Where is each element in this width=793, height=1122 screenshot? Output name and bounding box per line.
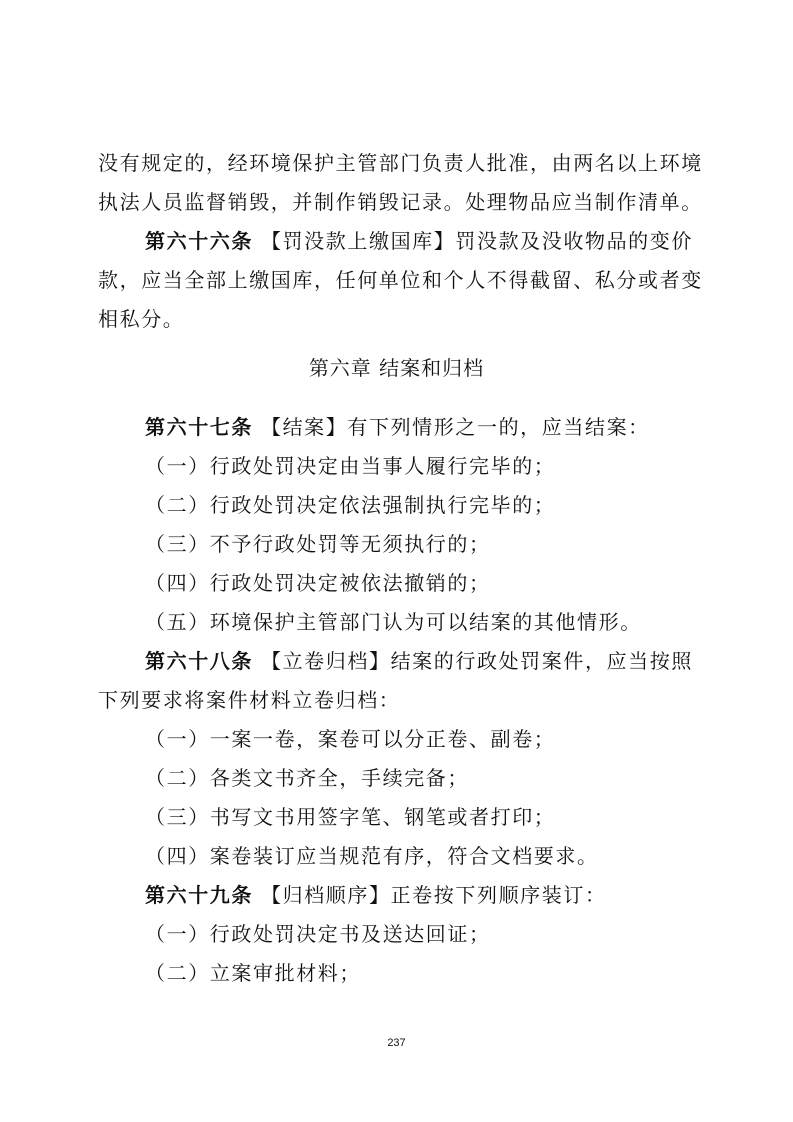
article-number: 第六十七条 — [145, 415, 253, 439]
article-69-line — [145, 882, 607, 908]
article-67-line — [145, 414, 650, 440]
article-number: 第六十九条 — [145, 883, 253, 907]
article-heading: 【立卷归档】 — [260, 649, 391, 673]
article-heading: 【罚没款上缴国库】 — [260, 229, 456, 253]
article-number: 第六十八条 — [145, 649, 253, 673]
article-heading: 【结案】 — [260, 415, 348, 439]
list-item: （一）一案一卷，案卷可以分正卷、副卷； — [145, 727, 556, 751]
paragraph-line: 执法人员监督销毁，并制作销毁记录。处理物品应当制作清单。 — [98, 190, 703, 214]
list-item: （三）不予行政处罚等无须执行的； — [145, 532, 491, 556]
article-text: 结案的行政处罚案件，应当按照 — [390, 649, 693, 673]
article-heading: 【归档顺序】 — [260, 883, 391, 907]
article-66-line — [145, 228, 693, 254]
list-item: （四）行政处罚决定被依法撤销的； — [145, 571, 491, 595]
list-item: （五）环境保护主管部门认为可以结案的其他情形。 — [145, 610, 642, 634]
list-item: （二）立案审批材料； — [145, 961, 361, 985]
list-item: （三）书写文书用签字笔、钢笔或者打印； — [145, 805, 556, 829]
article-text: 正卷按下列顺序装订： — [390, 883, 607, 907]
list-item: （一）行政处罚决定书及送达回证； — [145, 922, 491, 946]
paragraph-line: 没有规定的，经环境保护主管部门负责人批准，由两名以上环境 — [98, 151, 703, 175]
list-item: （一）行政处罚决定由当事人履行完毕的； — [145, 454, 556, 478]
list-item: （四）案卷装订应当规范有序，符合文档要求。 — [145, 844, 599, 868]
article-number: 第六十六条 — [145, 229, 253, 253]
paragraph-line: 相私分。 — [98, 307, 185, 331]
article-68-line — [145, 648, 693, 674]
article-text: 有下列情形之一的，应当结案： — [347, 415, 650, 439]
page-number: 237 — [387, 1037, 406, 1049]
list-item: （二）行政处罚决定依法强制执行完毕的； — [145, 493, 556, 517]
article-text: 罚没款及没收物品的变价 — [455, 229, 693, 253]
list-item: （二）各类文书齐全，手续完备； — [145, 766, 469, 790]
paragraph-line: 下列要求将案件材料立卷归档： — [98, 688, 401, 712]
paragraph-line: 款，应当全部上缴国库，任何单位和个人不得截留、私分或者变 — [98, 268, 703, 292]
chapter-title: 第六章 结案和归档 — [308, 356, 485, 380]
